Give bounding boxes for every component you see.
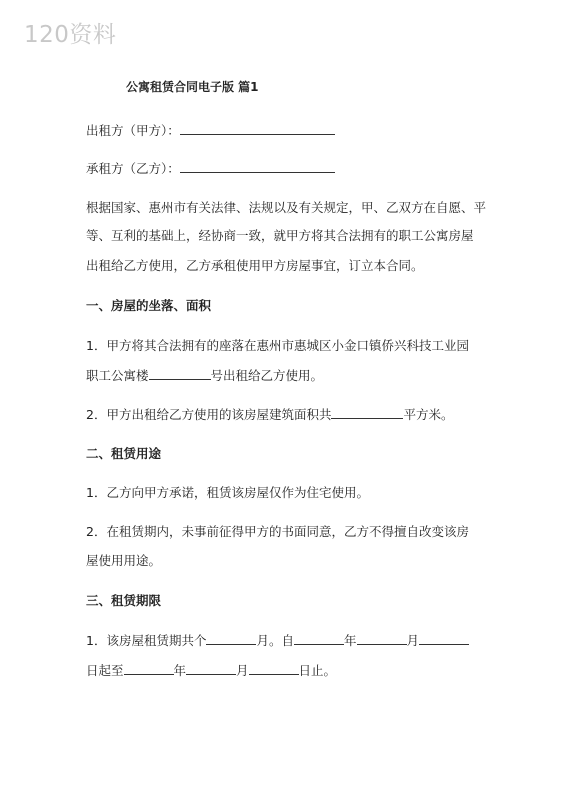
start-month-label: 月 [406, 633, 420, 648]
section-1-item-1-line-2 [86, 365, 323, 386]
intro-line-1: 根据国家、惠州市有关法律、法规以及有关规定，甲、乙双方在自愿、平 [86, 200, 487, 215]
term-months-suffix: 月。自 [256, 633, 294, 648]
document-title: 公寓租赁合同电子版 篇1 [126, 80, 259, 94]
end-year-blank[interactable] [124, 660, 174, 675]
start-day-blank[interactable] [419, 630, 469, 645]
end-day-blank[interactable] [249, 660, 299, 675]
section-2-item-2-line-2: 屋使用用途。 [86, 553, 162, 568]
party-a-label: 出租方（甲方）： [86, 123, 180, 138]
end-day-suffix: 日止。 [298, 663, 337, 678]
party-b-label: 承租方（乙方）： [86, 161, 180, 176]
intro-line-2: 等、互利的基础上，经协商一致，就甲方将其合法拥有的职工公寓房屋 [86, 228, 474, 243]
party-b-blank[interactable] [180, 158, 335, 173]
section-3-item-1-line-1 [86, 630, 469, 651]
start-year-blank[interactable] [294, 630, 344, 645]
start-year-label: 年 [343, 633, 357, 648]
section-1-item-1-line-1: 1．甲方将其合法拥有的座落在惠州市惠城区小金口镇侨兴科技工业园 [86, 338, 469, 353]
area-blank[interactable] [331, 404, 403, 419]
section-1-item-2 [86, 404, 453, 425]
section-1-heading: 一、房屋的坐落、面积 [86, 298, 212, 313]
party-a-blank[interactable] [180, 120, 335, 135]
building-suffix: 号出租给乙方使用。 [210, 368, 324, 383]
term-months-blank[interactable] [206, 630, 256, 645]
party-a-line [86, 120, 335, 141]
intro-line-3: 出租给乙方使用，乙方承租使用甲方房屋事宜，订立本合同。 [86, 258, 424, 273]
watermark: 120资料 [24, 22, 117, 48]
building-number-blank[interactable] [149, 365, 211, 380]
party-b-line [86, 158, 335, 179]
section-3-heading: 三、租赁期限 [86, 593, 162, 608]
start-month-blank[interactable] [357, 630, 407, 645]
section-2-item-2-line-1: 2．在租赁期内，未事前征得甲方的书面同意，乙方不得擅自改变该房 [86, 524, 469, 539]
term-label: 1．该房屋租赁期共个 [86, 633, 207, 648]
area-unit: 平方米。 [403, 407, 454, 422]
end-year-label: 年 [173, 663, 187, 678]
end-month-blank[interactable] [186, 660, 236, 675]
section-2-heading: 二、租赁用途 [86, 446, 162, 461]
end-month-label: 月 [236, 663, 249, 678]
section-3-item-1-line-2 [86, 660, 336, 681]
area-label: 2．甲方出租给乙方使用的该房屋建筑面积共 [86, 407, 332, 422]
section-2-item-1: 1．乙方向甲方承诺，租赁该房屋仅作为住宅使用。 [86, 485, 369, 500]
building-label: 职工公寓楼 [86, 368, 149, 383]
start-day-suffix: 日起至 [86, 663, 124, 678]
